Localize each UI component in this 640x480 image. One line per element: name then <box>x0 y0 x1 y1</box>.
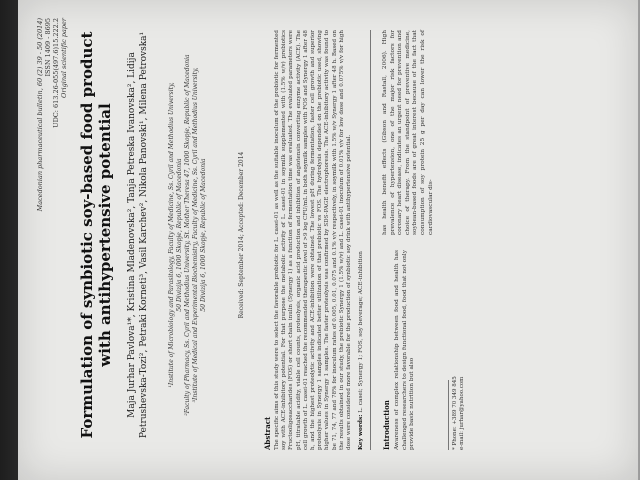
journal-udc: UDC: 613.26-055(497.6)15.222.2 <box>52 18 60 128</box>
abstract-text: The specific aims of this study were to select the favorable probiotic for L. casei-01 as well as the suitable inoculum of the probiotic for fermented soy with ACE-inhibitory potential. For that purpose the metabolic activity of L. casei-01 in soymilk supplemented with (1.5% w/v) prebiotics Fructooligosaccharides (FOS) or short chain inulin (Synergy 1) as a function of fermentation time was evaluated. The evaluated parameters were pH, titratable acidity, viable cell counts, proteolysis, organic acid production and inhibition of angiotensin converting enzyme activity (ACE). The cell growth of L. casei-01 reached the recommended therapeutic level of >9 log CFU/mL in both soymilk samples with FOS and Synergy 1 after 48 h, and the highest proteolytic activity and ACE-inhibition were obtained. The lowest pH during fermentation, faster cell growth and superior proteolysis in Synergy 1 samples indicated better utilization of that prebiotic vs FOS. The hydrolysis depended on the prebiotic used, showing higher values in Synergy 1 samples. The faster proteolysis was confirmed by SDS-PAGE electrophoresis. The ACE-inhibitory activity was found to be 71, 74, 77 and 78% for inoculum rates of 0.005, 0.01, 0.075 and 0.1% v/v respectively, in soymilk with 1.5% w/v Synergy 1 after 48 h. Based on the results obtained in our study, the prebiotic Synergy 1 (1.5% w/v) and L. casei-01 inoculum of 0.01% v/v for low dose and 0.075% v/v for high dose were considered more favorable for the production of synbiotic soy drink with antihypertensive potential. <box>274 30 353 450</box>
affiliation-line: ²Faculty of Pharmacy, Ss. Cyril and Methodius University, St. Mother Theresa 47, 1000 Skopje, Republic of Macedonia <box>184 54 191 416</box>
keywords-text: L. casei; Synergy 1; FOS, soy beverage; ACE-inhibition <box>358 251 364 413</box>
received-dates: Received: September 2014; Accepted: December 2014 <box>238 151 245 319</box>
author-list: Maja Jurhar Pavlova¹*, Kristina Mladenovska², Tanja Petreska Ivanovska², Lidija Petrushevska-Tozi², Petraki Korneti³, Vasil Karchev², Nikola Panovski¹, Milena Petrovska¹ <box>127 31 149 439</box>
paper-sheet <box>18 0 638 480</box>
affiliation-line: 50 Divizija 6, 1000 Skopje, Republic of Macedonia <box>176 158 183 312</box>
paper-title: Formulation of synbiotic soy-based food product with antihypertensive potential <box>78 31 114 439</box>
introduction-heading: Introduction <box>382 400 391 450</box>
introduction-right-column: has health benefit effects (Gibson and Rastall, 2006). High prevalence of hypertension, one of the major risk factors for coronary heart disease, indicates an urgent need for prevention and choice of therapy. From the standpoint of preventive medicine, soybean-based foods are of great interest because of the fact that consumption of soy protein 25 g per day can lower the risk of cardiovascular dis- <box>382 30 434 235</box>
abstract-heading: Abstract <box>263 416 272 450</box>
journal-issn: ISSN 1409 - 8695 <box>44 18 52 77</box>
affiliations <box>168 30 208 440</box>
affiliation-line: 50 Divizija 6, 1000 Skopje, Republic of Macedonia <box>200 158 207 312</box>
keywords <box>358 30 364 450</box>
photo-frame <box>18 0 638 480</box>
footnote-phone: * Phone: +389 70 349 845 <box>452 376 458 450</box>
journal-header <box>36 18 68 258</box>
footnote-email: e-mail: jurhar@yahoo.com <box>459 376 465 450</box>
affiliation-line: ¹Institute of Microbiology and Parasitology, Faculty of Medicine, Ss. Cyril and Methodius University, <box>168 82 175 388</box>
journal-citation: Macedonian pharmaceutical bulletin, 60 (2) 39 - 50 (2014) <box>36 18 44 212</box>
keywords-label: Key words: <box>358 414 364 450</box>
section-divider <box>370 30 371 450</box>
footnote <box>452 250 466 450</box>
footnote-rule <box>448 380 449 450</box>
affiliation-line: ³Institute of Medical and Experimental Biochemistry, Faculty of Medicine, Ss. Cyril and Methodius University, <box>192 67 199 403</box>
introduction-left-column: Awareness of complex relationship between food and health has challenged researchers to design functional food, food that not only provide basic nutrition but also <box>394 250 416 450</box>
paper-type: Original scientific paper <box>60 18 68 98</box>
